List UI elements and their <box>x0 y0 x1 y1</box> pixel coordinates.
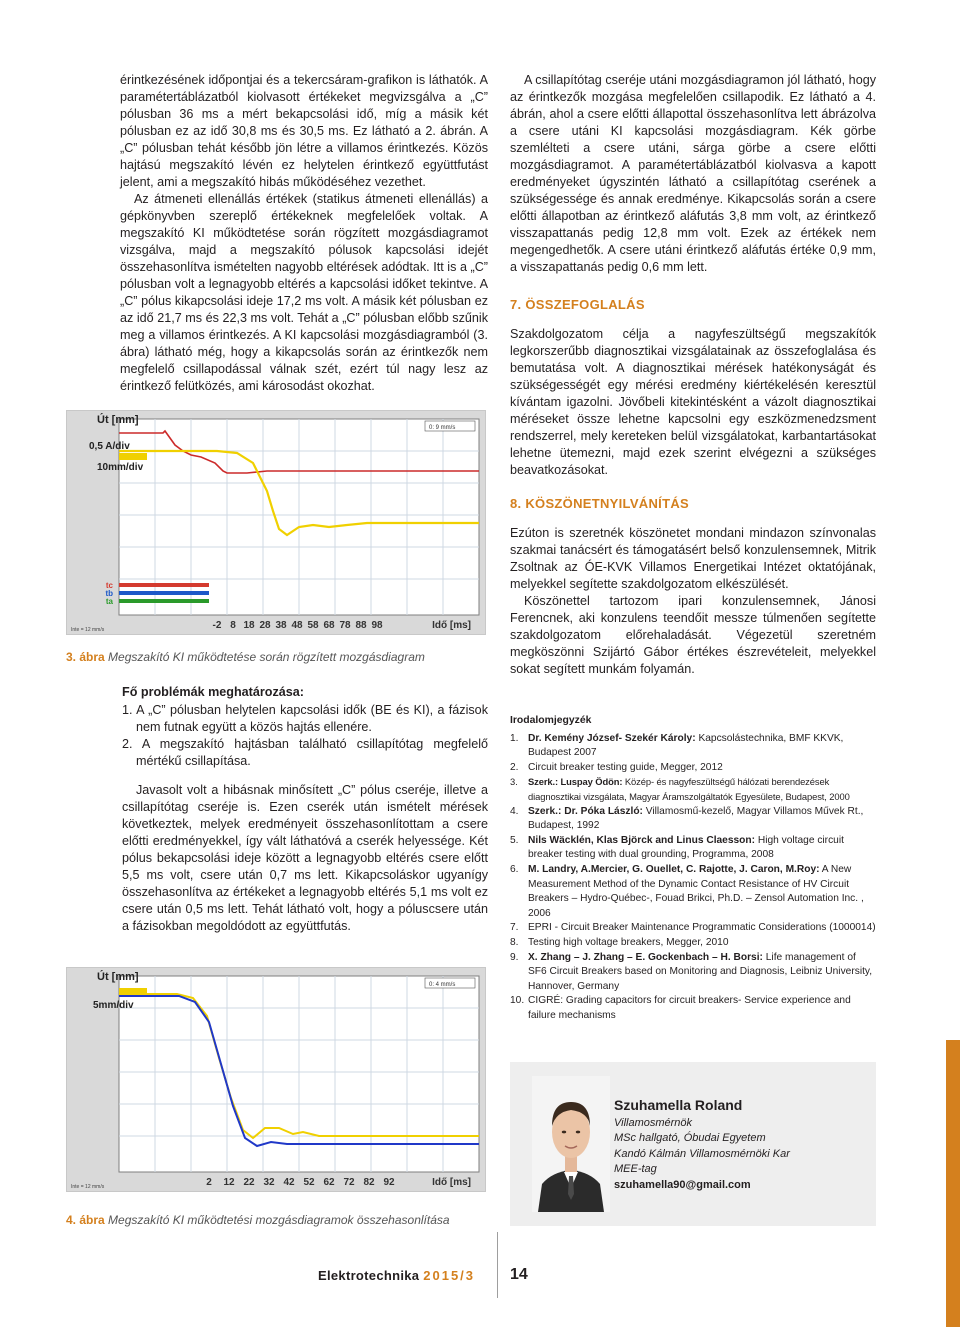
fig4-tick: 92 <box>383 1177 395 1188</box>
fig4-axis-label: Idő [ms] <box>432 1177 471 1188</box>
fig4-tick: 42 <box>283 1177 295 1188</box>
left-column <box>120 72 488 395</box>
reference-item: 4. Szerk.: Dr. Póka László: Villamosmű-kezelő, Magyar Villamos Művek Rt., Budapest, 1992 <box>510 805 864 832</box>
section-7-text: Szakdolgozatom célja a nagyfeszültségű megszakítók legkorszerűbb diagnosztikai vizsgálatainak az összefoglalása és bemutatása volt. A diagnosztikai mérések hatékonyságát és szükségességét egy mérési eredmény kiértékelésén keresztül kívántam igazolni. Jövőbeli kitekintésként a vázolt diagnosztikai méréseket össze lehetne kapcsolni egy eszközmenedzsment rendszerrel, mely kereteken belül vizsgálatokat, karbantartásokat lehetne ütemezni, majd ezek szerint elvégezni a szükséges beavatkozásokat. <box>510 327 876 477</box>
problems-item: 1. A „C” pólusban helytelen kapcsolási idők (BE és KI), a fázisok nem futnak együtt a közös hajtás ellenére. <box>122 703 488 734</box>
left-paragraph-2: Az átmeneti ellenállás értékek (statikus átmeneti ellenállás) a gépkönyvben szereplő értékeknek megfelelőek voltak. A megszakító KI működtetése során rögzített mozgásdiagramot vizsgálva, majd a megszakító pólusok kapcsolási idejét összehasonlítva ismételten nagyobb eltérések adódtak. Itt is a „C” pólusban volt a legnagyobb eltérés a kapcsolási időket tekintve. A „C” pólus kikapcsolási ideje 17,2 ms volt. A másik két pólusban ez az idő 21,7 ms és 22,3 ms volt. Tehát a „C” pólusban előbb szűnik meg a villamos érintkezés. A KI kapcsolási mozgásdiagramból (3. ábra) látható még, hogy a kikapcsolás során az érintkezők nem megfelelő csillapodással válnak szét, ezért túl nagy lesz az érintkező felütközés, ami károsodást okozhat. <box>120 192 488 393</box>
fig4-tick: 22 <box>243 1177 255 1188</box>
reference-item: 6. M. Landry, A.Mercier, G. Ouellet, C. Rajotte, J. Caron, M.Roy: A New Measurement Method of the Dynamic Contact Resistance of HV Circuit Breakers – Hydro-Québec-, Fouad Brikci, Ph.D. – Zensol Automation Inc. , 2006 <box>510 863 864 919</box>
fig3-corner-note: Inte = 12 mm/s <box>71 627 105 633</box>
section-8-paragraph-1: Ezúton is szeretnék köszönetet mondani mindazon színvonalas szakmai tanácsért és támogatásért belső konzulensemnek, Mitrik Zsoltnak az ÓE-KVK Villamos Energetikai Intézet oktatójának, melyekkel segítette szakdolgozatom elkészülését. <box>510 526 876 591</box>
section-8-paragraph-2: Köszönettel tartozom ipari konzulensemnek, Jánosi Ferencnek, aki konzulens teendőit messze túlmenően segítette szakdolgozatom előrehaladását. Végezetül szeretném megköszönni Szijártó Gábor értékes észrevételeit, melyekkel sokat segített munkám folyamán. <box>510 594 876 676</box>
fig4-caption-text: Megszakító KI működtetési mozgásdiagramok összehasonlítása <box>108 1213 450 1227</box>
problems-heading: Fő problémák meghatározása: <box>122 685 304 699</box>
problems-list <box>122 702 488 770</box>
reference-item: 10. CIGRÉ: Grading capacitors for circuit breakers- Service experience and failure mechanisms <box>510 995 851 1021</box>
author-affiliation: MSc hallgató, Óbudai Egyetem <box>614 1132 766 1145</box>
fig3-tick: 8 <box>230 620 236 631</box>
page-number: 14 <box>510 1266 528 1283</box>
fig4-ut-label: Út [mm] <box>97 971 139 983</box>
fig3-tick: 48 <box>291 620 303 631</box>
problems-item: 2. A megszakító hajtásban található csillapítótag megfelelő mértékű csillapítása. <box>122 737 488 768</box>
fig4-tick: 62 <box>323 1177 335 1188</box>
fig4-legend-box: 0: 4 mm/s <box>429 982 456 988</box>
author-faculty: Kandó Kálmán Villamosmérnöki Kar <box>614 1147 790 1160</box>
fig4-tick: 72 <box>343 1177 355 1188</box>
fig3-tick: 18 <box>243 620 255 631</box>
fig4-tick: 12 <box>223 1177 235 1188</box>
section-7-title: 7. ÖSSZEFOGLALÁS <box>510 297 645 312</box>
fig4-tick: 32 <box>263 1177 275 1188</box>
fig3-tick: 38 <box>275 620 287 631</box>
fig3-tick: 28 <box>259 620 271 631</box>
reference-item: 3. Szerk.: Luspay Ödön: Közép- és nagyfeszültségű hálózati berendezések diagnosztikai vizsgálata, Magyar Áramszolgáltatók Egyesülete, Budapest, 2000 <box>510 776 850 802</box>
fig3-ta-label: ta <box>105 597 113 606</box>
figure-3-chart <box>66 410 486 635</box>
figure-3-caption <box>66 650 425 664</box>
left-paragraph-1: érintkezésének időpontjai és a tekercsáram-grafikon is láthatók. A paramétertáblázatból kiolvasott értékeket megvizsgálva a „C” pólusban 36 ms a mért bekapcsolási idő, míg a másik két pólusban ez az idő 30,8 ms és 30,5 ms. Ez látható a 2. ábrán. A „C” pólusban tehát később jön létre a villamos érintkezés. Közös hajtású megszakító lévén ez helytelen érintkező együttfutást jelent, ami a megszakító hibás működéséhez vezethet. <box>120 73 488 189</box>
problems-block <box>122 684 488 935</box>
fig4-corner-note: Inte = 12 mm/s <box>71 1184 105 1190</box>
reference-item: 5. Nils Wäcklén, Klas Björck and Linus Claesson: High voltage circuit breaker testing with dual grounding, Programma, 2008 <box>510 834 844 861</box>
journal-title: Elektrotechnika <box>318 1268 420 1283</box>
fig3-tick: 68 <box>323 620 335 631</box>
fig4-tick: 2 <box>206 1177 212 1188</box>
fig3-tick: 78 <box>339 620 351 631</box>
journal-issue: 2015/3 <box>423 1268 476 1283</box>
author-email[interactable]: szuhamella90@gmail.com <box>614 1178 751 1191</box>
problems-paragraph: Javasolt volt a hibásnak minősített „C” pólus cseréje, illetve a csillapítótag cseréje is. Ezen cserék után ismételt mérések következtek, melyek eredményeit összehasonlítottam a csere előtti eredményekkel, így vált láthatóvá a cserék helyessége. Két pólus bekapcsolási ideje között a legnagyobb eltérés csere előtt 5,5 ms volt, csere után 0,7 ms lett. Kikapcsoláskor ugyanígy összehasonlítva az értékeket a legnagyobb eltérés 5,1 ms volt ez csere után 0,5 ms lett. Tehát látható volt, hogy a póluscsere után a fázisokban megoldódott az együttfutás. <box>122 783 488 933</box>
references-heading: Irodalomjegyzék <box>510 715 592 726</box>
orange-sidebar <box>946 1040 960 1327</box>
reference-item: 9. X. Zhang – J. Zhang – E. Gockenbach – H. Borsi: Life management of SF6 Circuit Breakers based on Monitoring and Diagnosis, Leibniz University, Hannover, Germany <box>510 951 873 992</box>
reference-item: 1. Dr. Kemény József- Szekér Károly: Kapcsolástechnika, BMF KKVK, Budapest 2007 <box>510 732 844 759</box>
fig4-caption-number: 4. ábra <box>66 1213 105 1227</box>
fig4-tick: 52 <box>303 1177 315 1188</box>
fig3-tick: 88 <box>355 620 367 631</box>
journal-name <box>318 1268 475 1283</box>
figure-4-caption <box>66 1213 450 1227</box>
fig4-timediv-label: 5mm/div <box>93 1000 134 1011</box>
fig4-tick: 82 <box>363 1177 375 1188</box>
fig3-axis-label: Idő [ms] <box>432 620 471 631</box>
reference-item: 8. Testing high voltage breakers, Megger, 2010 <box>510 936 729 948</box>
fig3-caption-text: Megszakító KI működtetése során rögzített mozgásdiagram <box>108 650 425 664</box>
reference-item: 7. EPRI - Circuit Breaker Maintenance Programmatic Considerations (1000014) <box>510 922 876 934</box>
fig3-tick: -2 <box>212 620 222 631</box>
right-paragraph-1: A csillapítótag cseréje utáni mozgásdiagramon jól látható, hogy az érintkezők mozgása megfelelően csillapodik. Ez látható a 4. ábrán, ahol a csere előtti állapottal összehasonlítva lett ábrázolva a csere utáni KI kapcsolási mozgásdiagram. Kék görbe szemlélteti a csere utáni, sárga görbe a csere előtti mozgásdiagramot. A paramétertáblázatból kiolvasva a kapott eredményeket úgyszintén látható a csillapítótag cserének a szükségessége és annak eredménye. Kikapcsolás során a csere előtti állapotban az érintkező aláfutás 3,8 mm volt, az érintkező visszapattanás pedig 12,8 mm volt. Ezek az értékek nem megengedhetők. A csere utáni érintkező aláfutás értéke 0,9 mm, a visszapattanás pedig 0,6 mm lett. <box>510 73 876 274</box>
reference-item: 2. Circuit breaker testing guide, Megger, 2012 <box>510 761 723 773</box>
section-8-title: 8. KÖSZÖNETNYILVÁNÍTÁS <box>510 496 689 511</box>
figure-4-chart <box>66 967 486 1192</box>
fig3-tick: 98 <box>371 620 383 631</box>
references-list <box>510 732 876 1024</box>
fig3-ut-label: Út [mm] <box>97 414 139 426</box>
fig3-tc-label: tc <box>105 581 113 590</box>
author-name: Szuhamella Roland <box>614 1097 743 1113</box>
fig3-legend-box: 0: 9 mm/s <box>429 425 456 431</box>
author-membership: MEE-tag <box>614 1163 657 1176</box>
fig3-amp-label: 0,5 A/div <box>89 441 130 452</box>
author-box <box>510 1062 876 1226</box>
references <box>510 714 876 1023</box>
author-photo <box>532 1076 610 1212</box>
right-column <box>510 72 876 678</box>
fig3-caption-number: 3. ábra <box>66 650 105 664</box>
author-info <box>614 1096 874 1193</box>
fig3-tb-label: tb <box>105 589 113 598</box>
footer-divider <box>497 1232 498 1298</box>
fig3-tick: 58 <box>307 620 319 631</box>
author-title: Villamosmérnök <box>614 1117 693 1129</box>
fig3-timediv-label: 10mm/div <box>97 462 144 473</box>
